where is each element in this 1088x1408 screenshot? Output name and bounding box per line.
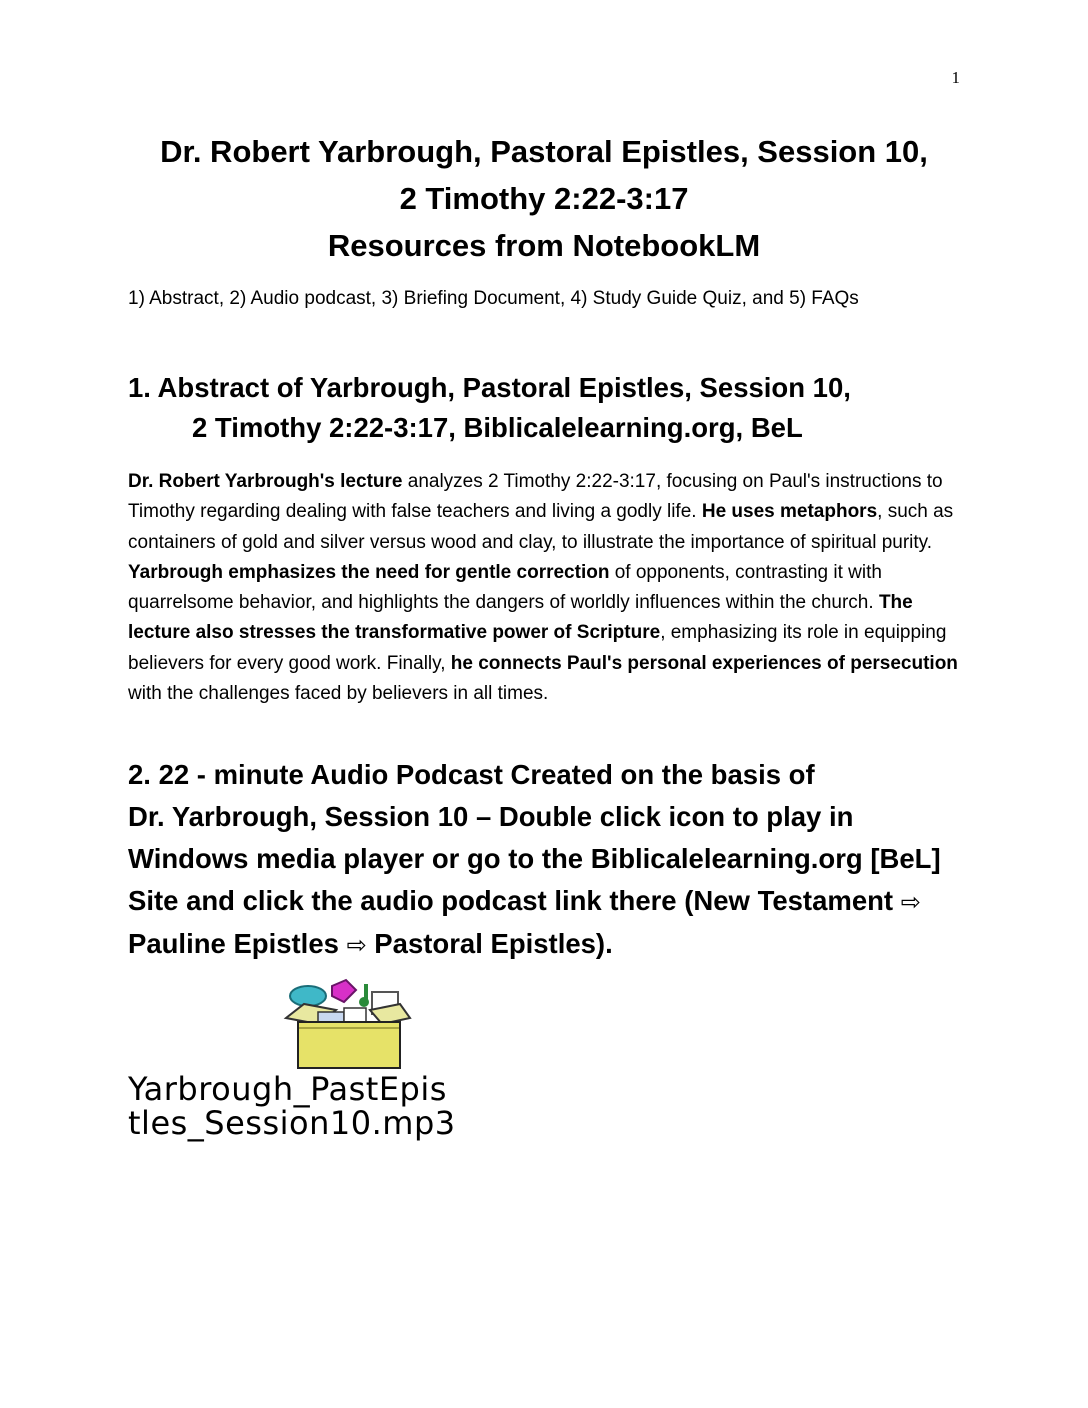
abstract-bold-5: he connects Paul's personal experiences of persecution xyxy=(450,652,958,674)
podcast-line-4-text: Site and click the audio podcast link there (New Testament xyxy=(128,885,901,916)
title-line-2: 2 Timothy 2:22-3:17 xyxy=(399,181,689,216)
abstract-paragraph xyxy=(128,467,968,709)
podcast-line-4 xyxy=(128,880,968,923)
podcast-heading xyxy=(128,754,968,966)
abstract-text-1: analyzes 2 Timothy 2:22-3:17, focusing on Paul's instructions to Timothy regarding dealing with false teachers and living a godly life. xyxy=(128,471,943,523)
right-arrow-icon: ⇨ xyxy=(900,888,921,916)
right-arrow-icon: ⇨ xyxy=(346,931,367,959)
file-name-line-1: Yarbrough_PastEpis xyxy=(128,1070,447,1108)
page-number: 1 xyxy=(951,68,960,87)
abstract-bold-3: Yarbrough emphasizes the need for gentle correction xyxy=(128,561,610,583)
file-name-line-2: tles_Session10.mp3 xyxy=(128,1104,456,1142)
package-box-icon xyxy=(278,978,418,1070)
title-line-1: Dr. Robert Yarbrough, Pastoral Epistles, Session 10, xyxy=(160,134,928,169)
abstract-bold-2: He uses metaphors xyxy=(701,501,878,523)
abstract-heading-line-1: 1. Abstract of Yarbrough, Pastoral Epistles, Session 10, xyxy=(128,372,851,403)
audio-file-package-icon[interactable] xyxy=(278,978,418,1070)
abstract-heading-line-2: 2 Timothy 2:22-3:17, Biblicalelearning.org, BeL xyxy=(192,412,803,443)
abstract-text-2: , such as containers of gold and silver versus wood and clay, to illustrate the importance of spiritual purity. xyxy=(128,501,954,553)
abstract-bold-1: Dr. Robert Yarbrough's lecture xyxy=(128,471,403,492)
podcast-line-5 xyxy=(128,923,968,966)
podcast-line-1: 2. 22 - minute Audio Podcast Created on the basis of xyxy=(128,759,815,790)
abstract-text-3: of opponents, contrasting it with quarrelsome behavior, and highlights the dangers of worldly influences within the church. xyxy=(128,561,882,614)
abstract-heading xyxy=(128,368,851,448)
page-title xyxy=(0,128,1088,269)
podcast-line-2: Dr. Yarbrough, Session 10 – Double click icon to play in xyxy=(128,801,854,832)
audio-file-name[interactable] xyxy=(128,1072,456,1140)
podcast-line-5-b: Pastoral Epistles). xyxy=(366,928,613,959)
abstract-text-4: , emphasizing its role in equipping believers for every good work. Finally, xyxy=(128,622,947,674)
abstract-bold-4: The lecture also stresses the transformative power of Scripture xyxy=(128,592,913,644)
contents-list: 1) Abstract, 2) Audio podcast, 3) Briefing Document, 4) Study Guide Quiz, and 5) FAQs xyxy=(128,288,859,309)
title-line-3: Resources from NotebookLM xyxy=(327,228,761,263)
abstract-text-5: with the challenges faced by believers in all times. xyxy=(128,683,549,705)
podcast-line-5-a: Pauline Epistles xyxy=(128,928,347,959)
podcast-line-3: Windows media player or go to the Biblicalelearning.org [BeL] xyxy=(128,843,941,874)
